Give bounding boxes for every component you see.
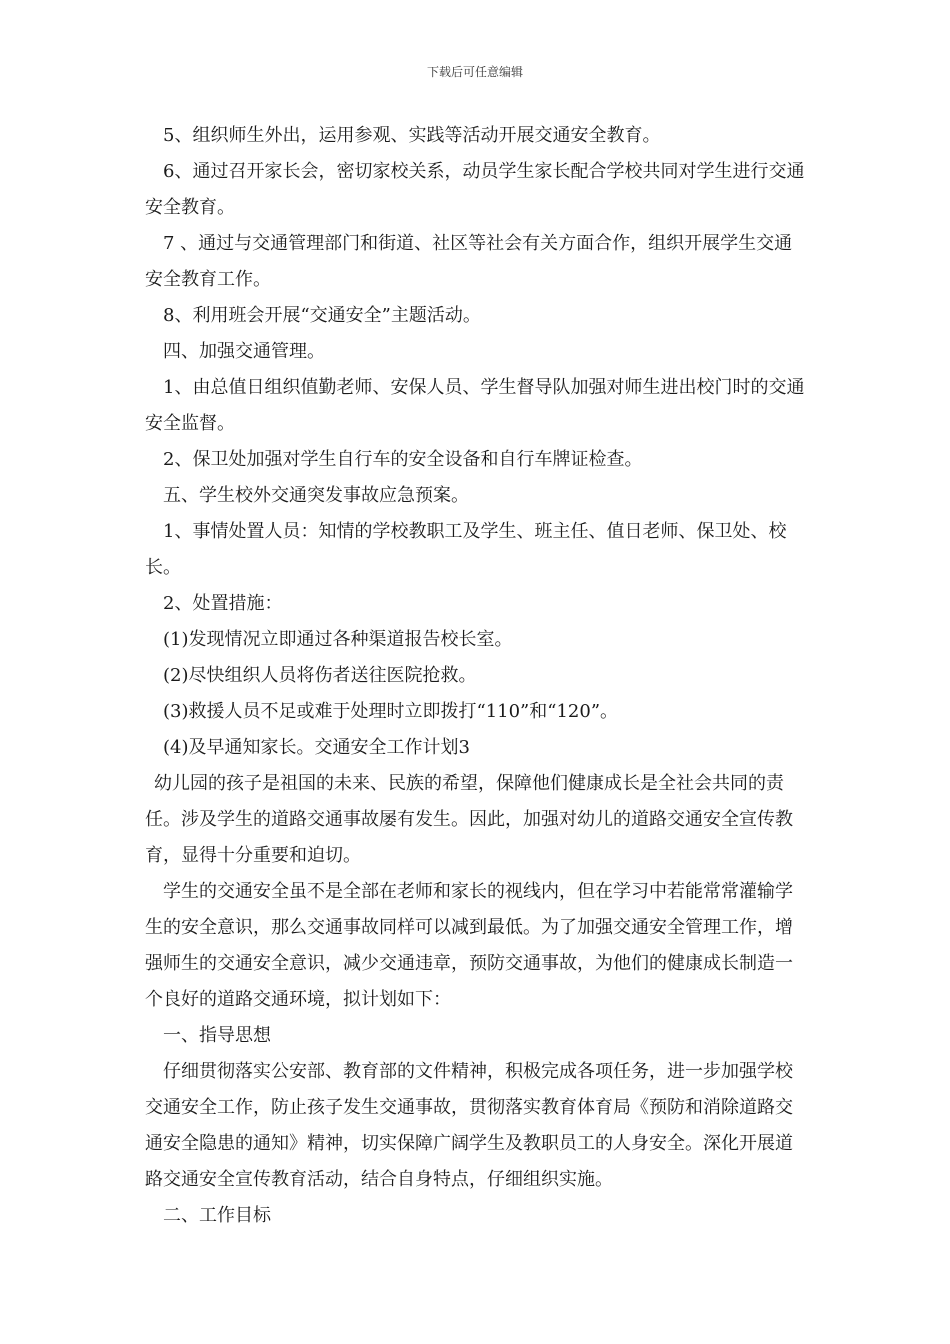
body-paragraph: (4)及早通知家长。交通安全工作计划3 <box>163 737 470 758</box>
body-paragraph: 仔细贯彻落实公安部、教育部的文件精神，积极完成各项任务，进一步加强学校交通安全工作，防止孩子发生交通事故，贯彻落实教育体育局《预防和消除道路交通安全隐患的通知》精神，切实保障广阔学生及教职员工的人身安全。深化开展道路交通安全宣传教育活动，结合自身特点，仔细组织实施。 <box>145 1061 793 1190</box>
body-paragraph: 1、事情处置人员：知情的学校教职工及学生、班主任、值日老师、保卫处、校长。 <box>145 521 787 578</box>
body-paragraph: (1)发现情况立即通过各种渠道报告校长室。 <box>163 629 513 650</box>
body-paragraph: 四、加强交通管理。 <box>163 341 325 362</box>
body-paragraph: 五、学生校外交通突发事故应急预案。 <box>163 485 469 506</box>
body-paragraph: 7 、通过与交通管理部门和街道、社区等社会有关方面合作，组织开展学生交通安全教育工作。 <box>145 233 793 290</box>
body-paragraph: (3)救援人员不足或难于处理时立即拨打“110”和“120”。 <box>163 701 619 722</box>
document-body <box>145 118 810 1234</box>
body-paragraph: 二、工作目标 <box>163 1205 271 1226</box>
page-header-note: 下载后可任意编辑 <box>426 65 523 79</box>
body-paragraph: 一、指导思想 <box>163 1025 271 1046</box>
body-paragraph: 5、组织师生外出，运用参观、实践等活动开展交通安全教育。 <box>163 125 661 146</box>
body-paragraph: 1、由总值日组织值勤老师、安保人员、学生督导队加强对师生进出校门时的交通安全监督。 <box>145 377 805 434</box>
body-paragraph: 幼儿园的孩子是祖国的未来、民族的希望，保障他们健康成长是全社会共同的责任。涉及学生的道路交通事故屡有发生。因此，加强对幼儿的道路交通安全宣传教育，显得十分重要和迫切。 <box>145 773 793 866</box>
body-paragraph: 2、保卫处加强对学生自行车的安全设备和自行车牌证检查。 <box>163 449 643 470</box>
body-paragraph: 2、处置措施： <box>163 593 283 614</box>
body-paragraph: 学生的交通安全虽不是全部在老师和家长的视线内，但在学习中若能常常灌输学生的安全意识，那么交通事故同样可以减到最低。为了加强交通安全管理工作，增强师生的交通安全意识，减少交通违章，预防交通事故，为他们的健康成长制造一个良好的道路交通环境，拟计划如下： <box>145 881 793 1010</box>
body-paragraph: 8、利用班会开展“交通安全”主题活动。 <box>163 305 481 326</box>
body-paragraph: 6、通过召开家长会，密切家校关系，动员学生家长配合学校共同对学生进行交通安全教育。 <box>145 161 805 218</box>
body-paragraph: (2)尽快组织人员将伤者送往医院抢救。 <box>163 665 477 686</box>
